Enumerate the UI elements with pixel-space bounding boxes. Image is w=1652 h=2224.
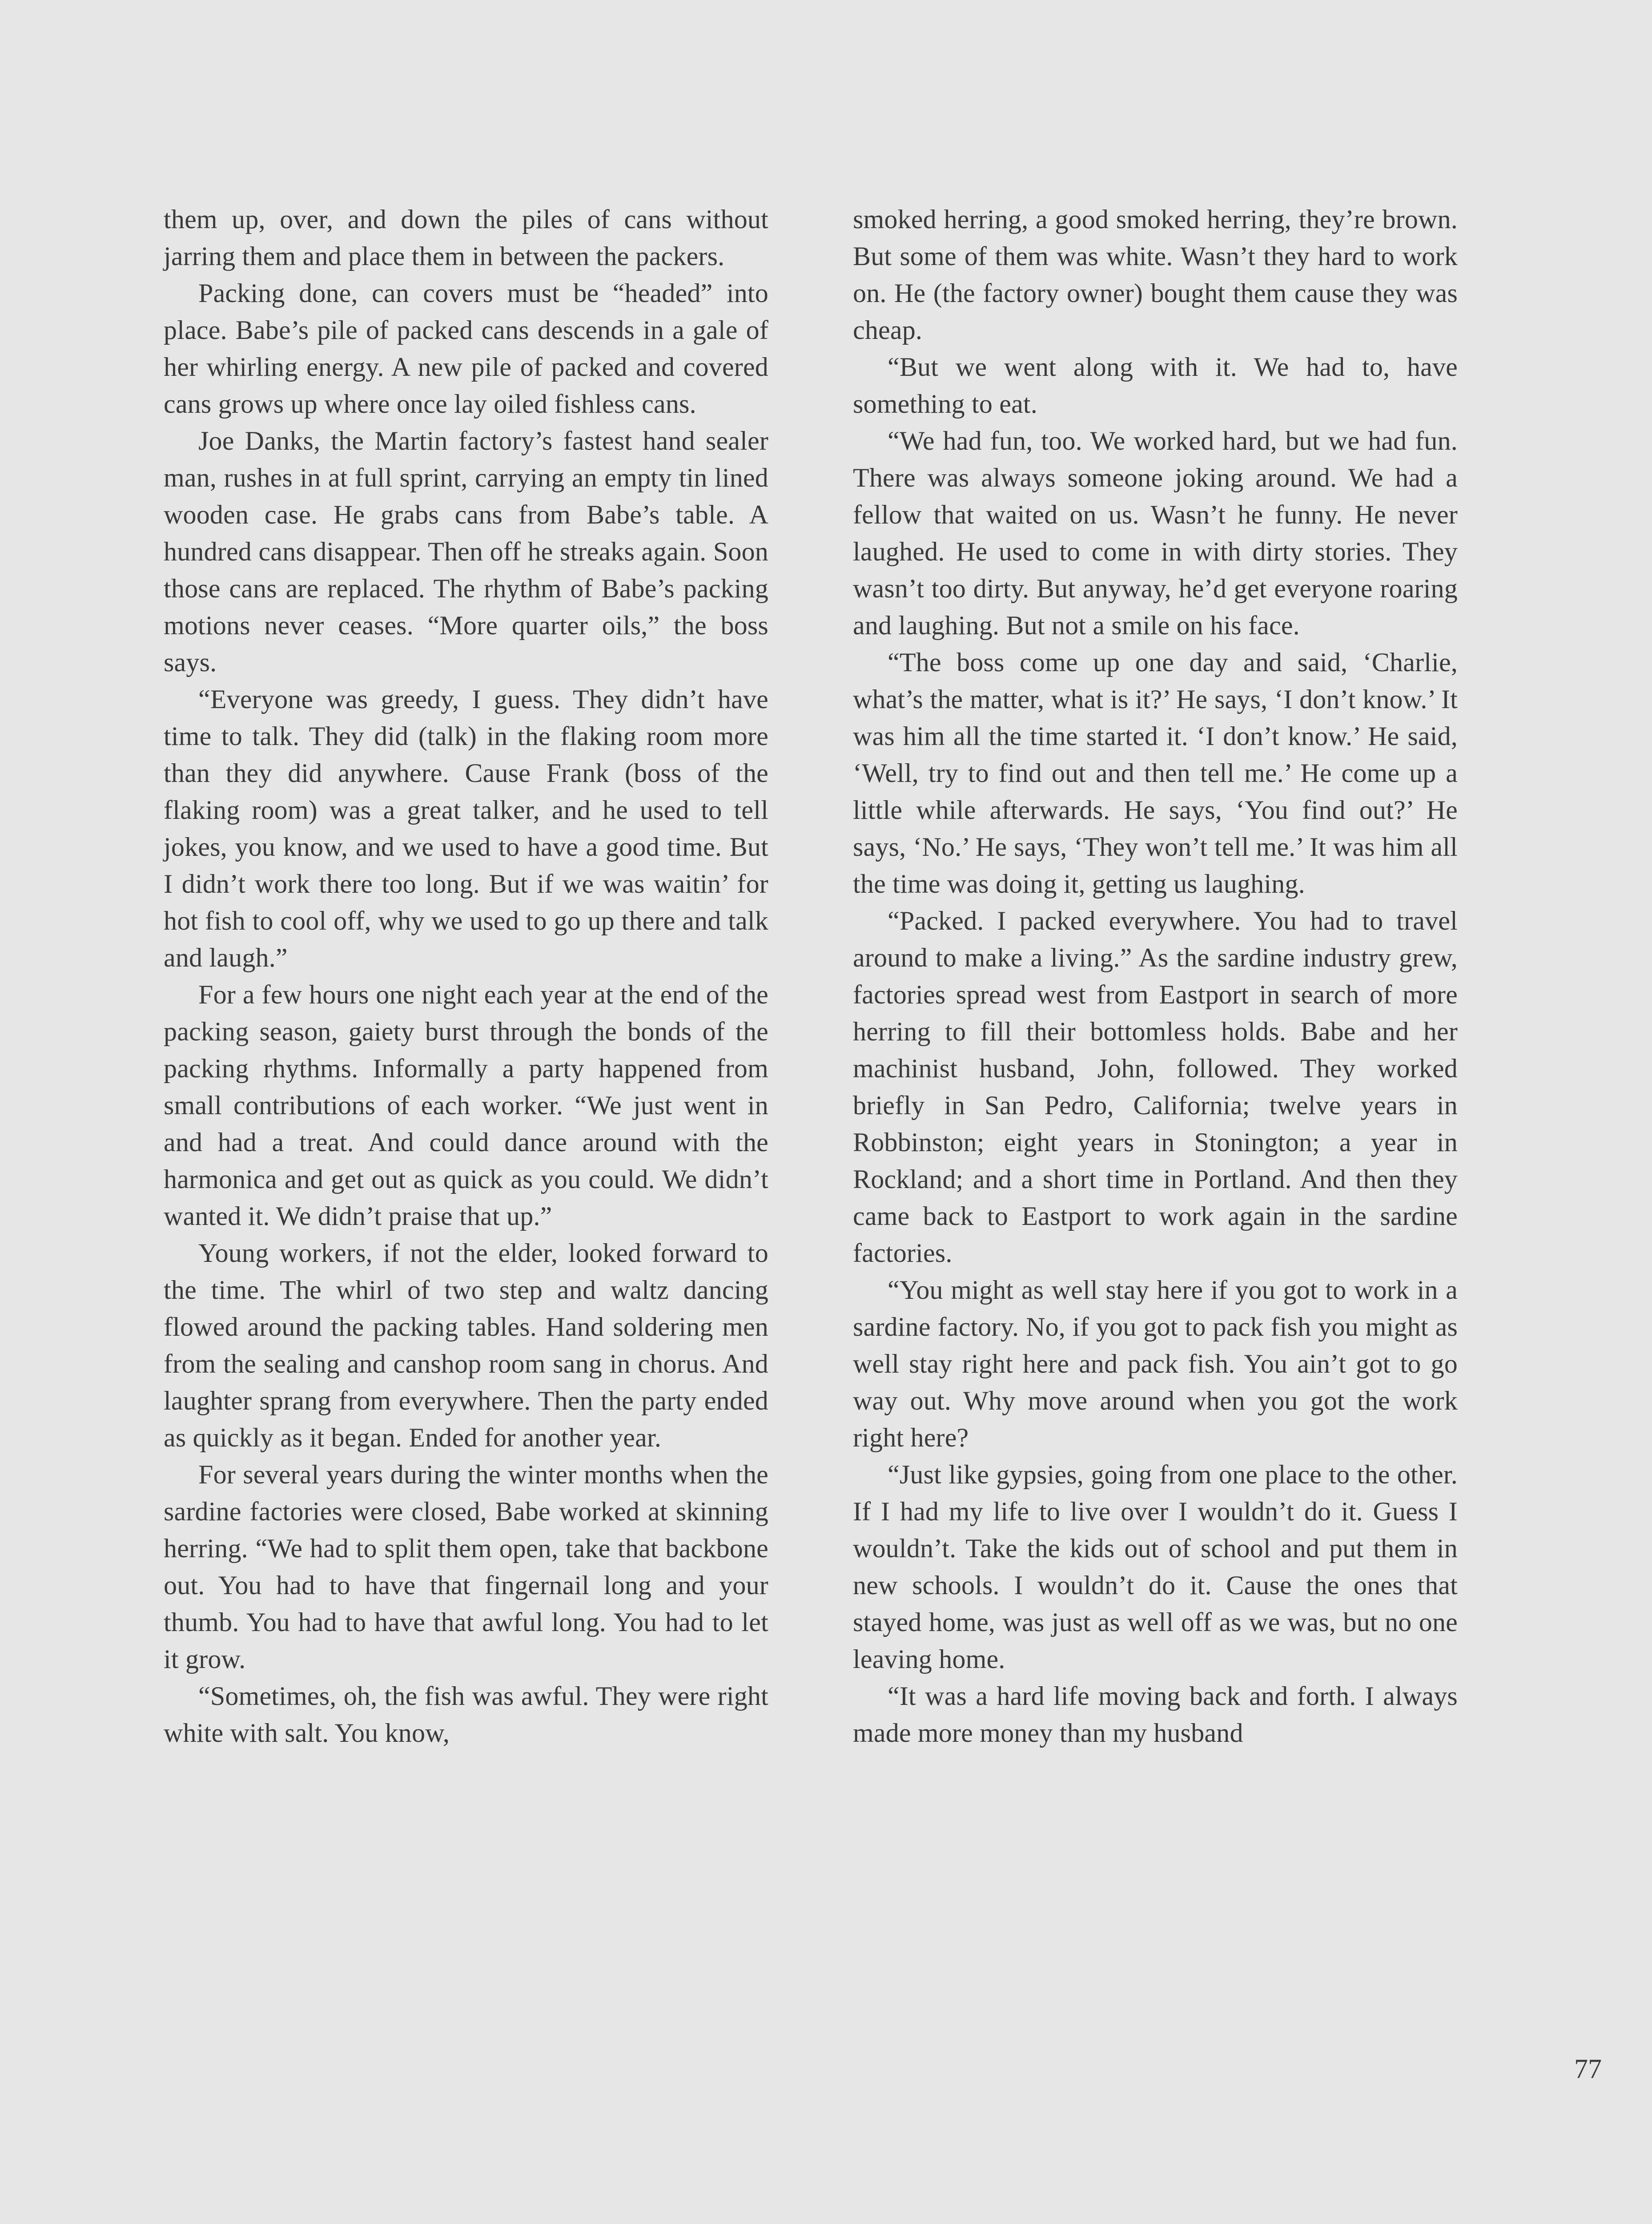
paragraph: Joe Danks, the Martin factory’s fastest hand sealer man, rushes in at full sprint, carrying an empty tin lined wooden case. He grabs cans from Babe’s table. A hundred cans disappear. Then off he streaks again. Soon those cans are replaced. The rhythm of Babe’s packing motions never ceases. “More quarter oils,” the boss says. xyxy=(164,426,768,677)
paragraph: “It was a hard life moving back and forth. I always made more money than my husband xyxy=(853,1681,1458,1748)
paragraph: “Just like gypsies, going from one place to the other. If I had my life to live over I wouldn’t do it. Guess I wouldn’t. Take the kids out of school and put them in new schools. I wouldn’t do it. Cause the ones that stayed home, was just as well off as we was, but no one leaving home. xyxy=(853,1460,1458,1674)
paragraph: “You might as well stay here if you got to work in a sardine factory. No, if you got to pack fish you might as well stay right here and pack fish. You ain’t got to go way out. Why move around when you got the work right here? xyxy=(853,1275,1458,1452)
left-column xyxy=(164,201,768,1752)
paragraph: them up, over, and down the piles of cans without jarring them and place them in between the packers. xyxy=(164,205,768,271)
page-number: 77 xyxy=(1574,2054,1602,2084)
paragraph: “But we went along with it. We had to, have something to eat. xyxy=(853,352,1458,419)
paragraph: For several years during the winter months when the sardine factories were closed, Babe worked at skinning herring. “We had to split them open, take that backbone out. You had to have that fingernail long and your thumb. You had to have that awful long. You had to let it grow. xyxy=(164,1460,768,1674)
right-column xyxy=(853,201,1458,1752)
paragraph: “Sometimes, oh, the fish was awful. They were right white with salt. You know, xyxy=(164,1681,768,1748)
paragraph: smoked herring, a good smoked herring, they’re brown. But some of them was white. Wasn’t they hard to work on. He (the factory owner) bought them cause they was cheap. xyxy=(853,205,1458,345)
paragraph: “Everyone was greedy, I guess. They didn’t have time to talk. They did (talk) in the flaking room more than they did anywhere. Cause Frank (boss of the flaking room) was a great talker, and he used to tell jokes, you know, and we used to have a good time. But I didn’t work there too long. But if we was waitin’ for hot fish to cool off, why we used to go up there and talk and laugh.” xyxy=(164,685,768,972)
paragraph: For a few hours one night each year at the end of the packing season, gaiety burst through the bonds of the packing rhythms. Informally a party happened from small contributions of each worker. “We just went in and had a treat. And could dance around with the harmonica and get out as quick as you could. We didn’t wanted it. We didn’t praise that up.” xyxy=(164,980,768,1231)
paragraph: “Packed. I packed everywhere. You had to travel around to make a living.” As the sardine industry grew, factories spread west from Eastport in search of more herring to fill their bottomless holds. Babe and her machinist husband, John, followed. They worked briefly in San Pedro, California; twelve years in Robbinston; eight years in Stonington; a year in Rockland; and a short time in Portland. And then they came back to Eastport to work again in the sardine factories. xyxy=(853,906,1458,1268)
paragraph: Young workers, if not the elder, looked forward to the time. The whirl of two step and waltz dancing flowed around the packing tables. Hand soldering men from the sealing and canshop room sang in chorus. And laughter sprang from everywhere. Then the party ended as quickly as it began. Ended for another year. xyxy=(164,1238,768,1452)
paragraph: “The boss come up one day and said, ‘Charlie, what’s the matter, what is it?’ He says, ‘I don’t know.’ It was him all the time started it. ‘I don’t know.’ He said, ‘Well, try to find out and then tell me.’ He come up a little while afterwards. He says, ‘You find out?’ He says, ‘No.’ He says, ‘They won’t tell me.’ It was him all the time was doing it, getting us laughing. xyxy=(853,648,1458,898)
paragraph: Packing done, can covers must be “headed” into place. Babe’s pile of packed cans descends in a gale of her whirling energy. A new pile of packed and covered cans grows up where once lay oiled fishless cans. xyxy=(164,278,768,419)
paragraph: “We had fun, too. We worked hard, but we had fun. There was always someone joking around. We had a fellow that waited on us. Wasn’t he funny. He never laughed. He used to come in with dirty stories. They wasn’t too dirty. But anyway, he’d get everyone roaring and laughing. But not a smile on his face. xyxy=(853,426,1458,640)
